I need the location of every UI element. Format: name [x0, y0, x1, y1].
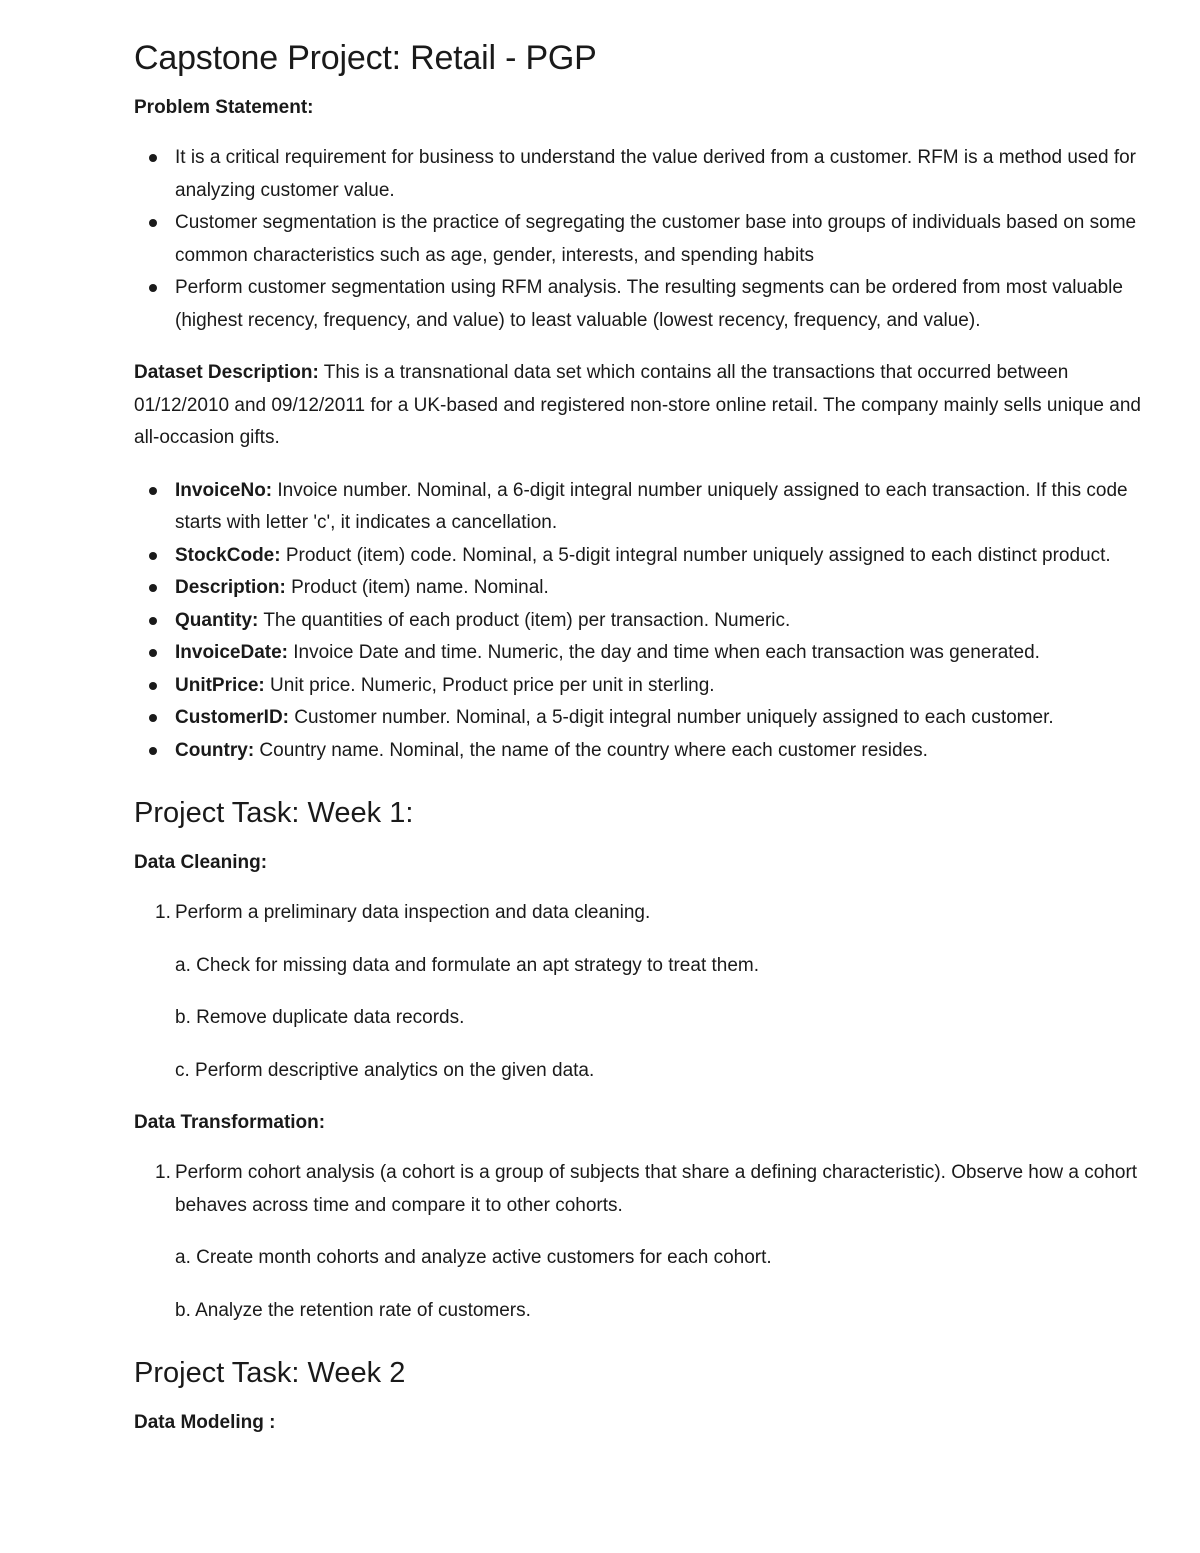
sub-item: b. Analyze the retention rate of customers. — [175, 1299, 531, 1321]
field-desc: Country name. Nominal, the name of the country where each customer resides. — [254, 739, 928, 761]
field-name: CustomerID: — [175, 707, 290, 728]
sub-item: b. Remove duplicate data records. — [175, 1007, 465, 1028]
field-desc: Invoice number. Nominal, a 6-digit integral number uniquely assigned to each transaction. If this code starts with letter 'c', it indicates a cancellation. — [175, 479, 1128, 533]
list-number: 1. — [155, 1162, 171, 1183]
field-name: InvoiceDate: — [175, 642, 288, 663]
problem-statement-label: Problem Statement: — [134, 97, 314, 118]
problem-statement-list — [134, 142, 1145, 337]
list-item — [155, 1157, 1145, 1327]
list-item — [155, 897, 1145, 1087]
field-desc: Product (item) name. Nominal. — [285, 577, 549, 598]
page-title: Capstone Project: Retail - PGP — [134, 39, 597, 77]
list-item: Perform customer segmentation using RFM analysis. The resulting segments can be ordered from most valuable (highest recency, frequency, and value) to least valuable (lowest recency, frequency, and value). — [175, 272, 1145, 337]
week1-heading: Project Task: Week 1: — [134, 797, 414, 829]
dataset-description-text: This is a transnational data set which contains all the transactions that occurred between 01/12/2010 and 09/12/2011 for a UK-based and registered non-store online retail. The company mainly sells unique and all-occasion gifts. — [134, 362, 1141, 448]
sub-item: a. Create month cohorts and analyze active customers for each cohort. — [175, 1247, 772, 1268]
field-desc: Invoice Date and time. Numeric, the day and time when each transaction was generated. — [287, 642, 1040, 663]
data-cleaning-list — [134, 897, 1145, 1087]
field-desc: Customer number. Nominal, a 5-digit integral number uniquely assigned to each customer. — [289, 707, 1054, 728]
field-desc: The quantities of each product (item) per transaction. Numeric. — [258, 609, 791, 631]
dataset-description-label: Dataset Description: — [134, 362, 319, 383]
field-item — [175, 637, 1145, 670]
field-item — [175, 605, 1145, 638]
field-item — [175, 735, 1145, 768]
data-transformation-label: Data Transformation: — [134, 1112, 326, 1133]
data-modeling-label: Data Modeling : — [134, 1412, 276, 1433]
sub-item: a. Check for missing data and formulate an apt strategy to treat them. — [175, 954, 760, 976]
field-item — [175, 572, 1145, 605]
field-item — [175, 540, 1145, 573]
list-item-text: Perform cohort analysis (a cohort is a group of subjects that share a defining characteristic). Observe how a cohort behaves across time and compare it to other cohorts. — [175, 1162, 1138, 1216]
field-name: Quantity: — [175, 609, 259, 631]
field-name: InvoiceNo: — [175, 479, 273, 501]
dataset-field-list — [134, 475, 1145, 768]
field-item — [175, 475, 1145, 540]
field-name: StockCode: — [175, 544, 281, 566]
data-transformation-list — [134, 1157, 1145, 1327]
field-name: UnitPrice: — [175, 674, 265, 696]
sub-item: c. Perform descriptive analytics on the given data. — [175, 1059, 595, 1081]
data-cleaning-label: Data Cleaning: — [134, 852, 268, 873]
field-desc: Unit price. Numeric, Product price per unit in sterling. — [264, 674, 715, 696]
list-item: It is a critical requirement for business to understand the value derived from a customer. RFM is a method used for analyzing customer value. — [175, 142, 1145, 207]
field-name: Country: — [175, 739, 255, 761]
week2-heading: Project Task: Week 2 — [134, 1357, 406, 1389]
field-item — [175, 702, 1145, 735]
list-number: 1. — [155, 902, 171, 923]
field-desc: Product (item) code. Nominal, a 5-digit integral number uniquely assigned to each distinct product. — [280, 544, 1111, 566]
dataset-description — [134, 357, 1145, 455]
list-item: Customer segmentation is the practice of segregating the customer base into groups of individuals based on some common characteristics such as age, gender, interests, and spending habits — [175, 207, 1145, 272]
list-item-text: Perform a preliminary data inspection and data cleaning. — [175, 902, 651, 923]
field-name: Description: — [175, 577, 286, 598]
field-item — [175, 670, 1145, 703]
